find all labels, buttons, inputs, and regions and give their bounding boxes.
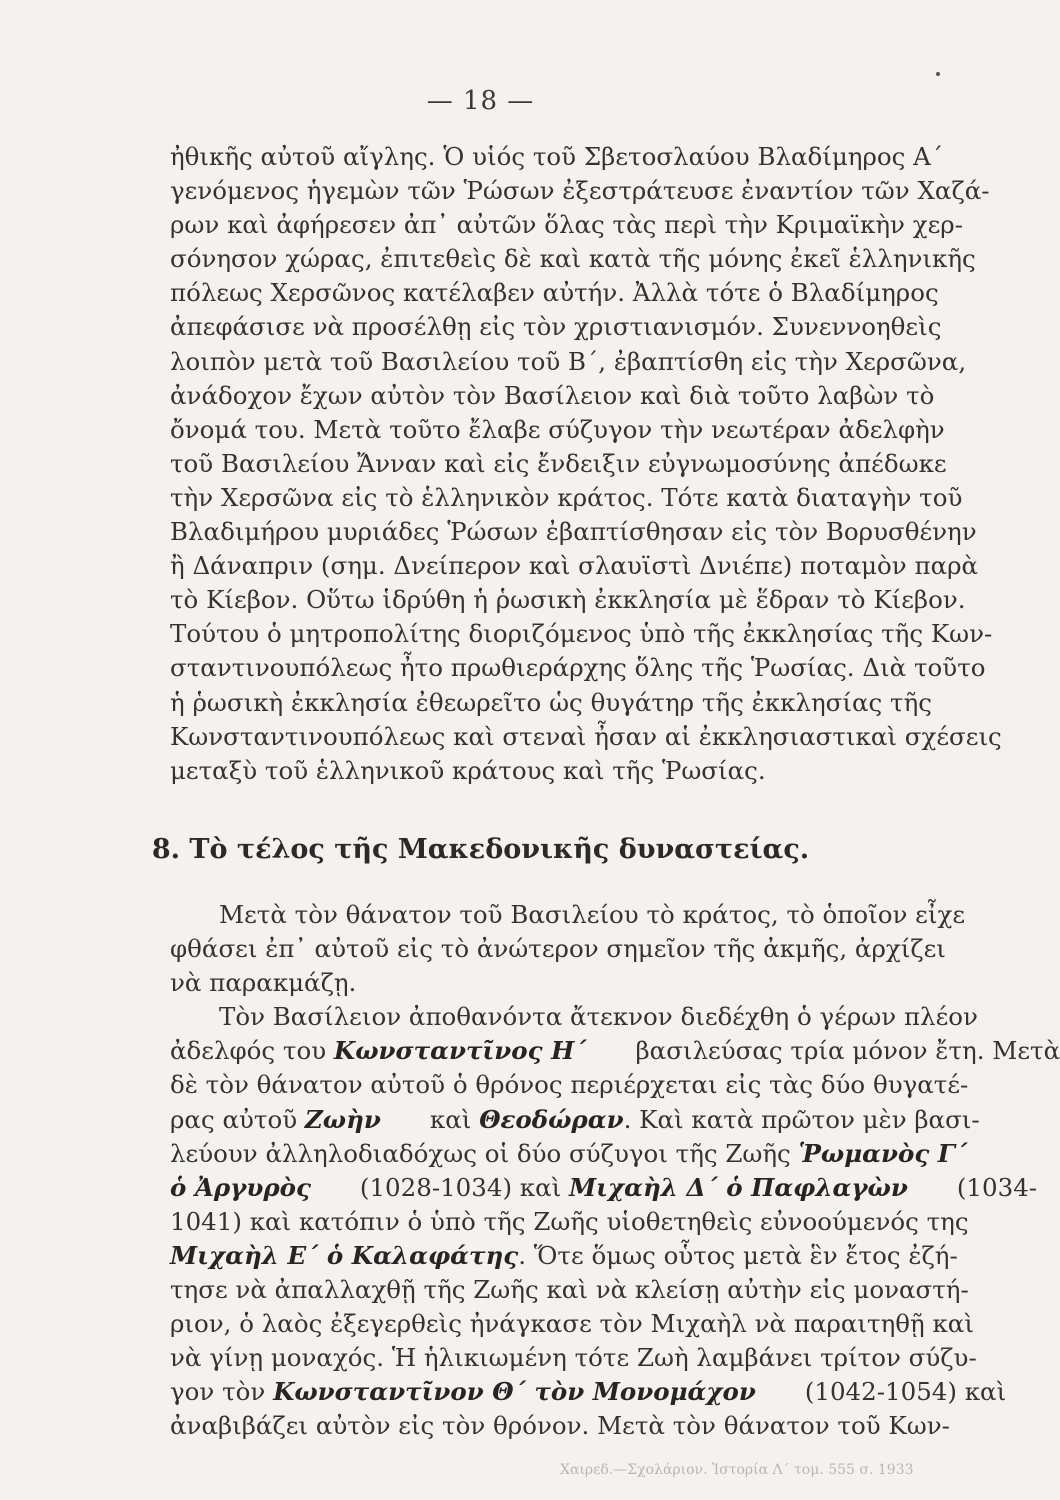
ink-speck [936, 72, 940, 76]
text-line [170, 1307, 974, 1341]
emphasized-name: Μιχαὴλ Ε΄ ὁ Καλαφάτης [170, 1240, 519, 1270]
emphasized-name: Μιχαὴλ Δ΄ ὁ Παφλαγὼν [569, 1172, 908, 1202]
text-line [170, 1103, 980, 1137]
text-run: βασιλεύσας τρία μόνον ἔτη. Μετὰ [586, 1036, 1060, 1066]
text-line: γενόμενος ἡγεμὼν τῶν Ῥώσων ἐξεστράτευσε ἐναντίον τῶν Χαζά- [170, 176, 990, 206]
text-run: Μετὰ τὸν θάνατον τοῦ Βασιλείου τὸ κράτος, τὸ ὁποῖον εἶχε [170, 900, 966, 929]
text-run: τησε νὰ ἀπαλλαχθῇ τῆς Ζωῆς καὶ νὰ κλείσῃ αὐτὴν εἰς μοναστή- [170, 1275, 969, 1305]
text-line [170, 1409, 950, 1443]
text-line: τοῦ Βασιλείου Ἄνναν καὶ εἰς ἔνδειξιν εὐγνωμοσύνης ἀπέδωκε [170, 448, 947, 478]
text-line: Τούτου ὁ μητροπολίτης διοριζόμενος ὑπὸ τῆς ἐκκλησίας τῆς Κων- [170, 619, 993, 649]
text-run: νὰ γίνῃ μοναχός. Ἡ ἡλικιωμένη τότε Ζωὴ λαμβάνει τρίτον σύζυ- [170, 1343, 977, 1373]
paragraph-2 [170, 898, 1060, 1444]
text-line: ὄνομά του. Μετὰ τοῦτο ἔλαβε σύζυγον τὴν νεωτέραν ἀδελφὴν [170, 414, 945, 444]
text-line: λοιπὸν μετὰ τοῦ Βασιλείου τοῦ Β΄, ἐβαπτίσθη εἰς τὴν Χερσῶνα, [170, 346, 967, 376]
text-run: ἀδελφός του [170, 1036, 334, 1066]
text-line: ἀνάδοχον ἔχων αὐτὸν τὸν Βασίλειον καὶ διὰ τοῦτο λαβὼν τὸ [170, 380, 935, 410]
emphasized-name: Κωνσταντῖνον Θ΄ τὸν Μονομάχον [273, 1377, 756, 1407]
text-run: ρας αὐτοῦ [170, 1104, 305, 1134]
text-line: σόνησον χώρας, ἐπιτεθεὶς δὲ καὶ κατὰ τῆς μόνης ἐκεῖ ἑλληνικῆς [170, 244, 976, 274]
text-run: καὶ [380, 1104, 480, 1134]
text-line [170, 932, 946, 966]
emphasized-name: Ζωὴν [304, 1104, 381, 1134]
text-run: . Καὶ κατὰ πρῶτον μὲν βασι- [623, 1104, 980, 1134]
text-line: σταντινουπόλεως ἦτο πρωθιεράρχης ὅλης τῆς Ῥωσίας. Διὰ τοῦτο [170, 653, 986, 683]
section-heading: 8. Τὸ τέλος τῆς Μακεδονικῆς δυναστείας. [151, 834, 810, 865]
text-line [170, 1239, 958, 1273]
text-line: ἠθικῆς αὐτοῦ αἴγλης. Ὁ υἱός τοῦ Σβετοσλαύου Βλαδίμηρος Α΄ [170, 142, 944, 171]
text-run: Τὸν Βασίλειον ἀποθανόντα ἄτεκνον διεδέχθη ὁ γέρων πλέον [170, 1002, 978, 1032]
text-run: (1034- [907, 1172, 1038, 1202]
text-line [170, 1375, 1007, 1409]
text-run: ἀναβιβάζει αὐτὸν εἰς τὸν θρόνον. Μετὰ τὸν θάνατον τοῦ Κων- [170, 1411, 950, 1441]
text-line [170, 1068, 969, 1102]
paragraph-1 [170, 140, 1002, 788]
text-line [170, 1171, 1038, 1205]
text-line: Βλαδιμήρου μυριάδες Ῥώσων ἐβαπτίσθησαν εἰς τὸν Βορυσθένην [170, 517, 977, 547]
text-line: μεταξὺ τοῦ ἑλληνικοῦ κράτους καὶ τῆς Ῥωσίας. [170, 755, 766, 785]
page-number: — 18 — [426, 86, 535, 116]
text-run: νὰ παρακμάζῃ. [170, 968, 357, 998]
text-line: ρων καὶ ἀφήρεσεν ἀπ᾽ αὐτῶν ὅλας τὰς περὶ τὴν Κριμαϊκὴν χερ- [170, 210, 963, 240]
text-line: Κωνσταντινουπόλεως καὶ στεναὶ ἦσαν αἱ ἐκκλησιαστικαὶ σχέσεις [170, 721, 1002, 751]
text-line: πόλεως Χερσῶνος κατέλαβεν αὐτήν. Ἀλλὰ τότε ὁ Βλαδίμηρος [170, 278, 939, 308]
text-run: (1028-1034) καὶ [310, 1172, 570, 1202]
text-line [170, 1341, 977, 1375]
bleed-through-text: Χαιρεδ.—Σχολάριον. Ἱστορία Λ΄ τομ. 555 σ. 1933 [560, 1462, 914, 1478]
text-line: ἢ Δάναπριν (σημ. Δνείπερον καὶ σλαυϊστὶ Δνιέπε) ποταμὸν παρὰ [170, 551, 979, 581]
emphasized-name: ὁ Ἀργυρὸς [170, 1172, 311, 1202]
text-run: . Ὅτε ὅμως οὗτος μετὰ ἓν ἔτος ἐζή- [518, 1240, 958, 1270]
text-line [170, 1000, 978, 1034]
text-line [170, 966, 932, 1000]
emphasized-name: Ῥωμανὸς Γ΄ [798, 1138, 968, 1168]
text-run: φθάσει ἐπ᾽ αὐτοῦ εἰς τὸ ἀνώτερον σημεῖον τῆς ἀκμῆς, ἀρχίζει [170, 934, 946, 964]
text-line: τὴν Χερσῶνα εἰς τὸ ἑλληνικὸν κράτος. Τότε κατὰ διαταγὴν τοῦ [170, 482, 963, 512]
text-line: ἡ ῥωσικὴ ἐκκλησία ἐθεωρεῖτο ὡς θυγάτηρ τῆς ἐκκλησίας τῆς [170, 687, 932, 717]
text-run: ριον, ὁ λαὸς ἐξεγερθεὶς ἠνάγκασε τὸν Μιχαὴλ νὰ παραιτηθῇ καὶ [170, 1309, 974, 1339]
emphasized-name: Θεοδώραν [479, 1104, 624, 1134]
text-line [170, 1034, 1060, 1068]
text-line: ἀπεφάσισε νὰ προσέλθῃ εἰς τὸν χριστιανισμόν. Συνεννοηθεὶς [170, 312, 942, 342]
text-run: γον τὸν [170, 1377, 274, 1407]
text-run: δὲ τὸν θάνατον αὐτοῦ ὁ θρόνος περιέρχεται εἰς τὰς δύο θυγατέ- [170, 1070, 969, 1100]
text-line [170, 1205, 969, 1239]
text-line: τὸ Κίεβον. Οὕτω ἱδρύθη ἡ ῥωσικὴ ἐκκλησία μὲ ἕδραν τὸ Κίεβον. [170, 585, 966, 615]
text-line [170, 1137, 968, 1171]
text-run: 1041) καὶ κατόπιν ὁ ὑπὸ τῆς Ζωῆς υἱοθετηθεὶς εὐνοούμενός της [170, 1206, 969, 1236]
text-line [170, 898, 966, 932]
emphasized-name: Κωνσταντῖνος Η΄ [333, 1036, 587, 1066]
text-run: λεύουν ἀλληλοδιαδόχως οἱ δύο σύζυγοι τῆς Ζωῆς [170, 1138, 799, 1168]
text-run: (1042-1054) καὶ [755, 1377, 1007, 1407]
text-line [170, 1273, 969, 1307]
